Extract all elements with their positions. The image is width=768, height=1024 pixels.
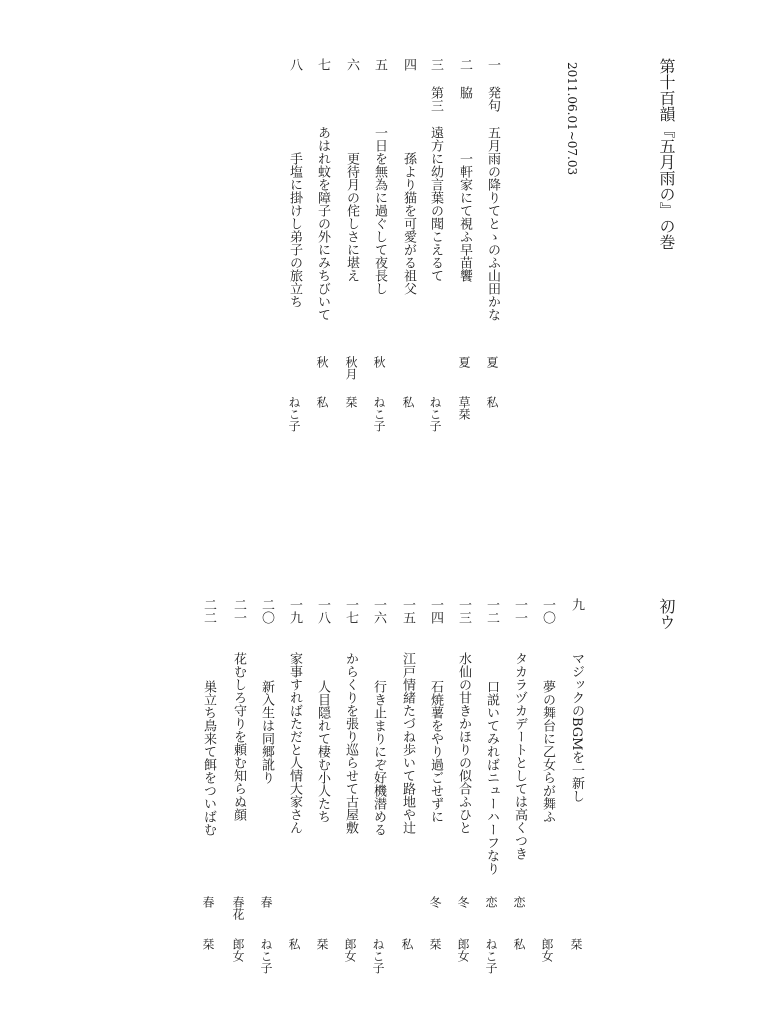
- verse-poet: 郎女: [456, 938, 470, 962]
- verse-number: 一二: [484, 598, 499, 624]
- verse-text: 江戸情緒たづね歩いて路地や辻: [400, 652, 415, 834]
- verse-poet: 栞: [315, 938, 329, 950]
- verse-poet: 私: [512, 938, 526, 950]
- verse-number: 七: [315, 58, 330, 71]
- verse-number: 一三: [456, 598, 471, 624]
- verse-season: 冬: [428, 896, 442, 908]
- verse-season: 恋: [512, 896, 526, 908]
- verse-text: 更待月の侘しさに堪え: [344, 152, 359, 282]
- verse-poet: ねこ子: [484, 938, 498, 974]
- verse-poet: ねこ子: [372, 396, 386, 432]
- verse-number: 二二: [201, 598, 216, 624]
- verse-number: 一〇: [540, 598, 555, 624]
- date-range: 2011.06.01~07.03: [565, 62, 579, 176]
- verse-text: 石焼薯をやり過ごせずに: [428, 680, 443, 823]
- verse-text: あはれ蚊を障子の外にみちびいて: [315, 126, 330, 321]
- verse-text: 手塩に掛けし弟子の旅立ち: [287, 152, 302, 308]
- verse-text: 孫より猫を可愛がる祖父: [401, 152, 416, 295]
- verse-text: 五月雨の降りてとゝのふ山田かな: [485, 126, 500, 321]
- verse-number: 一六: [371, 598, 386, 624]
- verse-season: 秋月: [344, 356, 358, 380]
- verse-text: 一軒家にて視ふ早苗饗: [457, 152, 472, 282]
- document-title: 第十百韻『五月雨の』の巻: [657, 58, 676, 250]
- verse-poet: 草栞: [457, 396, 471, 420]
- verse-number: 一八: [315, 598, 330, 624]
- verse-text: 夢の舞台に乙女らが舞ふ: [540, 680, 555, 823]
- verse-poet: 私: [287, 938, 301, 950]
- verse-poet: 私: [400, 938, 414, 950]
- verse-text: 口説いてみればニューハーフなり: [484, 680, 499, 875]
- verse-number: 一七: [343, 598, 358, 624]
- verse-number: 二〇: [259, 598, 274, 624]
- verse-poet: 私: [315, 396, 329, 408]
- verse-number: 一一: [512, 598, 527, 624]
- verse-text: マジックのBGMを一新し: [569, 652, 584, 803]
- verse-text: 人目隠れて棲む小人たち: [315, 680, 330, 823]
- verse-poet: 私: [401, 396, 415, 408]
- verse-poet: 郎女: [231, 938, 245, 962]
- verse-number: 五: [372, 58, 387, 71]
- verse-season: 秋: [315, 356, 329, 368]
- verse-season: 春: [201, 896, 215, 908]
- verse-poet: ねこ子: [287, 396, 301, 432]
- verse-text: 家事すればただと人情大家さん: [287, 652, 302, 834]
- verse-number: 六: [344, 58, 359, 71]
- verse-text: 一日を無為に過ぐして夜長し: [372, 126, 387, 295]
- verse-number: 九: [569, 598, 584, 611]
- verse-number: 二一: [231, 598, 246, 624]
- verse-season: 春花: [231, 896, 245, 920]
- verse-season: 春: [259, 896, 273, 908]
- section-title-ura: 初ウ: [657, 598, 676, 630]
- verse-poet: ねこ子: [428, 396, 442, 432]
- verse-role: 脇: [457, 86, 472, 99]
- verse-text: 新入生は同郷訛り: [259, 680, 274, 784]
- verse-number: 一五: [400, 598, 415, 624]
- verse-text: からくりを張り巡らせて古屋敷: [343, 652, 358, 834]
- verse-text: 水仙の甘きかほりの似合ふひと: [456, 652, 471, 834]
- verse-text: 遠方に幼言葉の聞こえるて: [428, 126, 443, 282]
- verse-poet: 郎女: [540, 938, 554, 962]
- verse-number: 一九: [287, 598, 302, 624]
- verse-season: 恋: [484, 896, 498, 908]
- verse-season: 夏: [485, 356, 499, 368]
- verse-poet: 私: [485, 396, 499, 408]
- verse-text: タカラヅカデートとしては高くつき: [512, 652, 527, 860]
- verse-poet: 栞: [201, 938, 215, 950]
- verse-role: 第三: [428, 86, 443, 112]
- verse-role: 発句: [485, 86, 500, 112]
- verse-season: 秋: [372, 356, 386, 368]
- verse-poet: 郎女: [343, 938, 357, 962]
- verse-number: 一四: [428, 598, 443, 624]
- verse-text: 花むしろ守りを頼む知らぬ顔: [231, 652, 246, 821]
- verse-poet: 栞: [569, 938, 583, 950]
- verse-text: 行き止まりにぞ好機潜める: [371, 680, 386, 836]
- verse-number: 三: [428, 58, 443, 71]
- verse-number: 一: [485, 58, 500, 71]
- verse-season: 冬: [456, 896, 470, 908]
- verse-number: 八: [287, 58, 302, 71]
- verse-poet: 栞: [428, 938, 442, 950]
- verse-number: 四: [401, 58, 416, 71]
- verse-poet: 栞: [344, 396, 358, 408]
- verse-season: 夏: [457, 356, 471, 368]
- verse-poet: ねこ子: [371, 938, 385, 974]
- verse-number: 二: [457, 58, 472, 71]
- verse-text: 巣立ち鳥来て餌をついばむ: [201, 680, 216, 836]
- verse-poet: ねこ子: [259, 938, 273, 974]
